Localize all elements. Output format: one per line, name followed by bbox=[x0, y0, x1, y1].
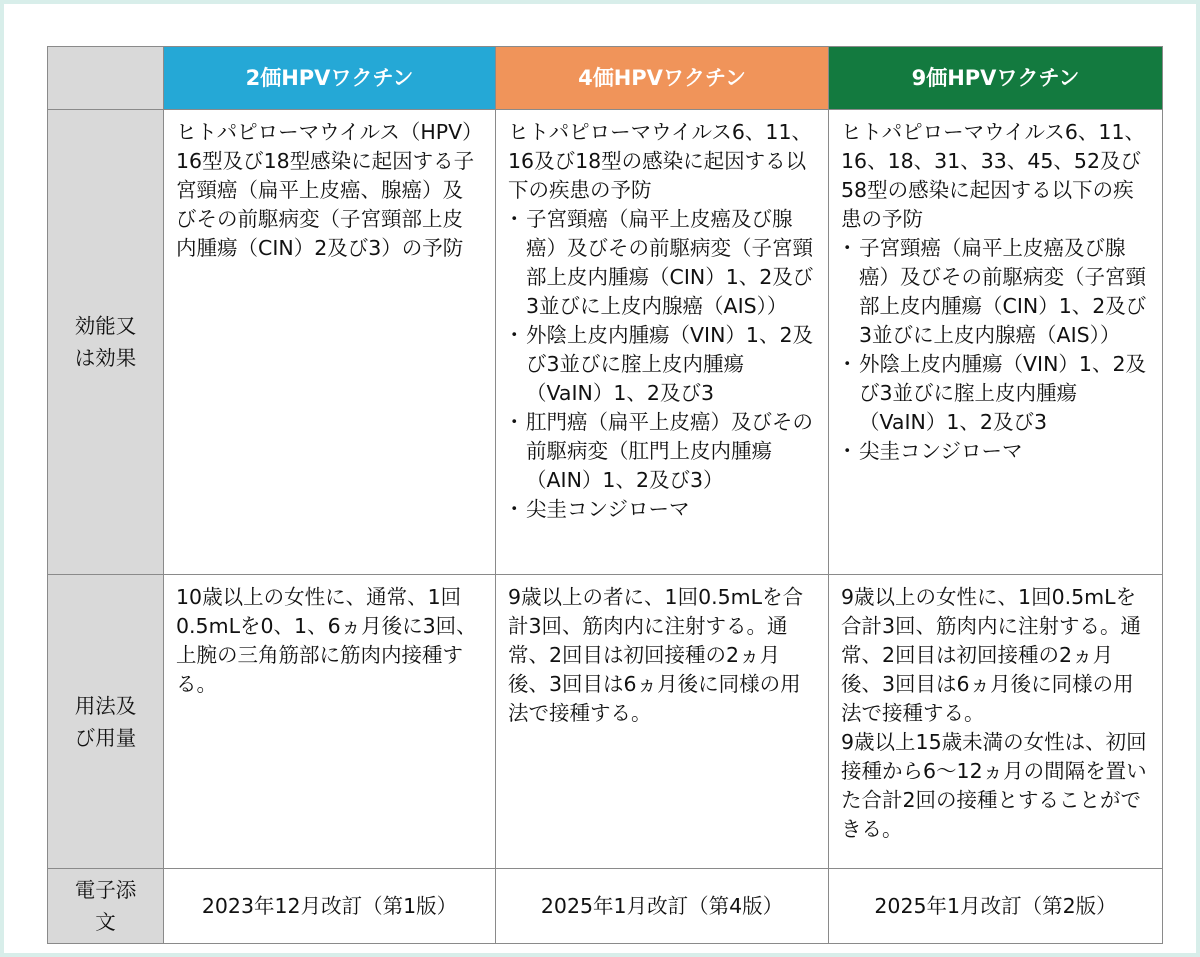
row-label-efficacy bbox=[48, 110, 164, 575]
efficacy-bivalent-text: ヒトパピローマウイルス（HPV）16型及び18型感染に起因する子宮頸癌（扁平上皮癌、腺癌）及びその前駆病変（子宮頸部上皮内腫瘍（CIN）2及び3）の予防 bbox=[176, 120, 483, 260]
efficacy-quadrivalent-intro: ヒトパピローマウイルス6、11、16及び18型の感染に起因する以下の疾患の予防 bbox=[508, 120, 812, 202]
list-item: ・ 子宮頸癌（扁平上皮癌及び腺癌）及びその前駆病変（子宮頸部上皮内腫瘍（CIN）1、2及び3並びに上皮内腺癌（AIS）） bbox=[508, 205, 816, 321]
usage-nonavalent bbox=[829, 575, 1163, 869]
list-item: ・ 子宮頸癌（扁平上皮癌及び腺癌）及びその前駆病変（子宮頸部上皮内腫瘍（CIN）1、2及び3並びに上皮内腺癌（AIS）） bbox=[841, 234, 1150, 350]
corner-cell bbox=[48, 47, 164, 110]
efficacy-row bbox=[48, 110, 1163, 575]
list-item: ・ 肛門癌（扁平上皮癌）及びその前駆病変（肛門上皮内腫瘍（AIN）1、2及び3） bbox=[508, 408, 816, 495]
package-insert-bivalent: 2023年12月改訂（第1版） bbox=[164, 869, 496, 944]
header-row bbox=[48, 47, 1163, 110]
package-insert-nonavalent: 2025年1月改訂（第2版） bbox=[829, 869, 1163, 944]
hpv-vaccine-comparison-table bbox=[47, 46, 1163, 944]
list-item: ・ 外陰上皮内腫瘍（VIN）1、2及び3並びに腟上皮内腫瘍（VaIN）1、2及び3 bbox=[508, 321, 816, 408]
usage-bivalent bbox=[164, 575, 496, 869]
row-label-package-insert bbox=[48, 869, 164, 944]
efficacy-quadrivalent-list bbox=[508, 205, 816, 524]
header-bivalent: 2価HPVワクチン bbox=[164, 47, 496, 110]
efficacy-nonavalent-list bbox=[841, 234, 1150, 466]
efficacy-bivalent bbox=[164, 110, 496, 575]
usage-nonavalent-extra: 9歳以上15歳未満の女性は、初回接種から6～12ヵ月の間隔を置いた合計2回の接種とすることができる。 bbox=[841, 730, 1147, 841]
usage-row bbox=[48, 575, 1163, 869]
row-label-efficacy-text: 効能又は効果 bbox=[74, 314, 137, 370]
header-nonavalent: 9価HPVワクチン bbox=[829, 47, 1163, 110]
row-label-usage bbox=[48, 575, 164, 869]
list-item: ・ 外陰上皮内腫瘍（VIN）1、2及び3並びに腟上皮内腫瘍（VaIN）1、2及び3 bbox=[841, 350, 1150, 437]
row-label-package-insert-text: 電子添文 bbox=[74, 878, 137, 934]
list-item: ・ 尖圭コンジローマ bbox=[841, 437, 1150, 466]
usage-quadrivalent bbox=[496, 575, 829, 869]
package-insert-row bbox=[48, 869, 1163, 944]
row-label-usage-text: 用法及び用量 bbox=[74, 693, 137, 750]
package-insert-quadrivalent: 2025年1月改訂（第4版） bbox=[496, 869, 829, 944]
efficacy-nonavalent-intro: ヒトパピローマウイルス6、11、16、18、31、33、45、52及び58型の感染に起因する以下の疾患の予防 bbox=[841, 120, 1145, 231]
usage-quadrivalent-text: 9歳以上の者に、1回0.5mLを合計3回、筋肉内に注射する。通常、2回目は初回接種の2ヵ月後、3回目は6ヵ月後に同様の用法で接種する。 bbox=[508, 585, 804, 725]
efficacy-nonavalent bbox=[829, 110, 1163, 575]
header-quadrivalent: 4価HPVワクチン bbox=[496, 47, 829, 110]
efficacy-quadrivalent bbox=[496, 110, 829, 575]
usage-bivalent-text: 10歳以上の女性に、通常、1回0.5mLを0、1、6ヵ月後に3回、上腕の三角筋部に筋肉内接種する。 bbox=[176, 585, 477, 696]
usage-nonavalent-text: 9歳以上の女性に、1回0.5mLを合計3回、筋肉内に注射する。通常、2回目は初回接種の2ヵ月後、3回目は6ヵ月後に同様の用法で接種する。 bbox=[841, 585, 1142, 725]
list-item: ・ 尖圭コンジローマ bbox=[508, 495, 816, 524]
